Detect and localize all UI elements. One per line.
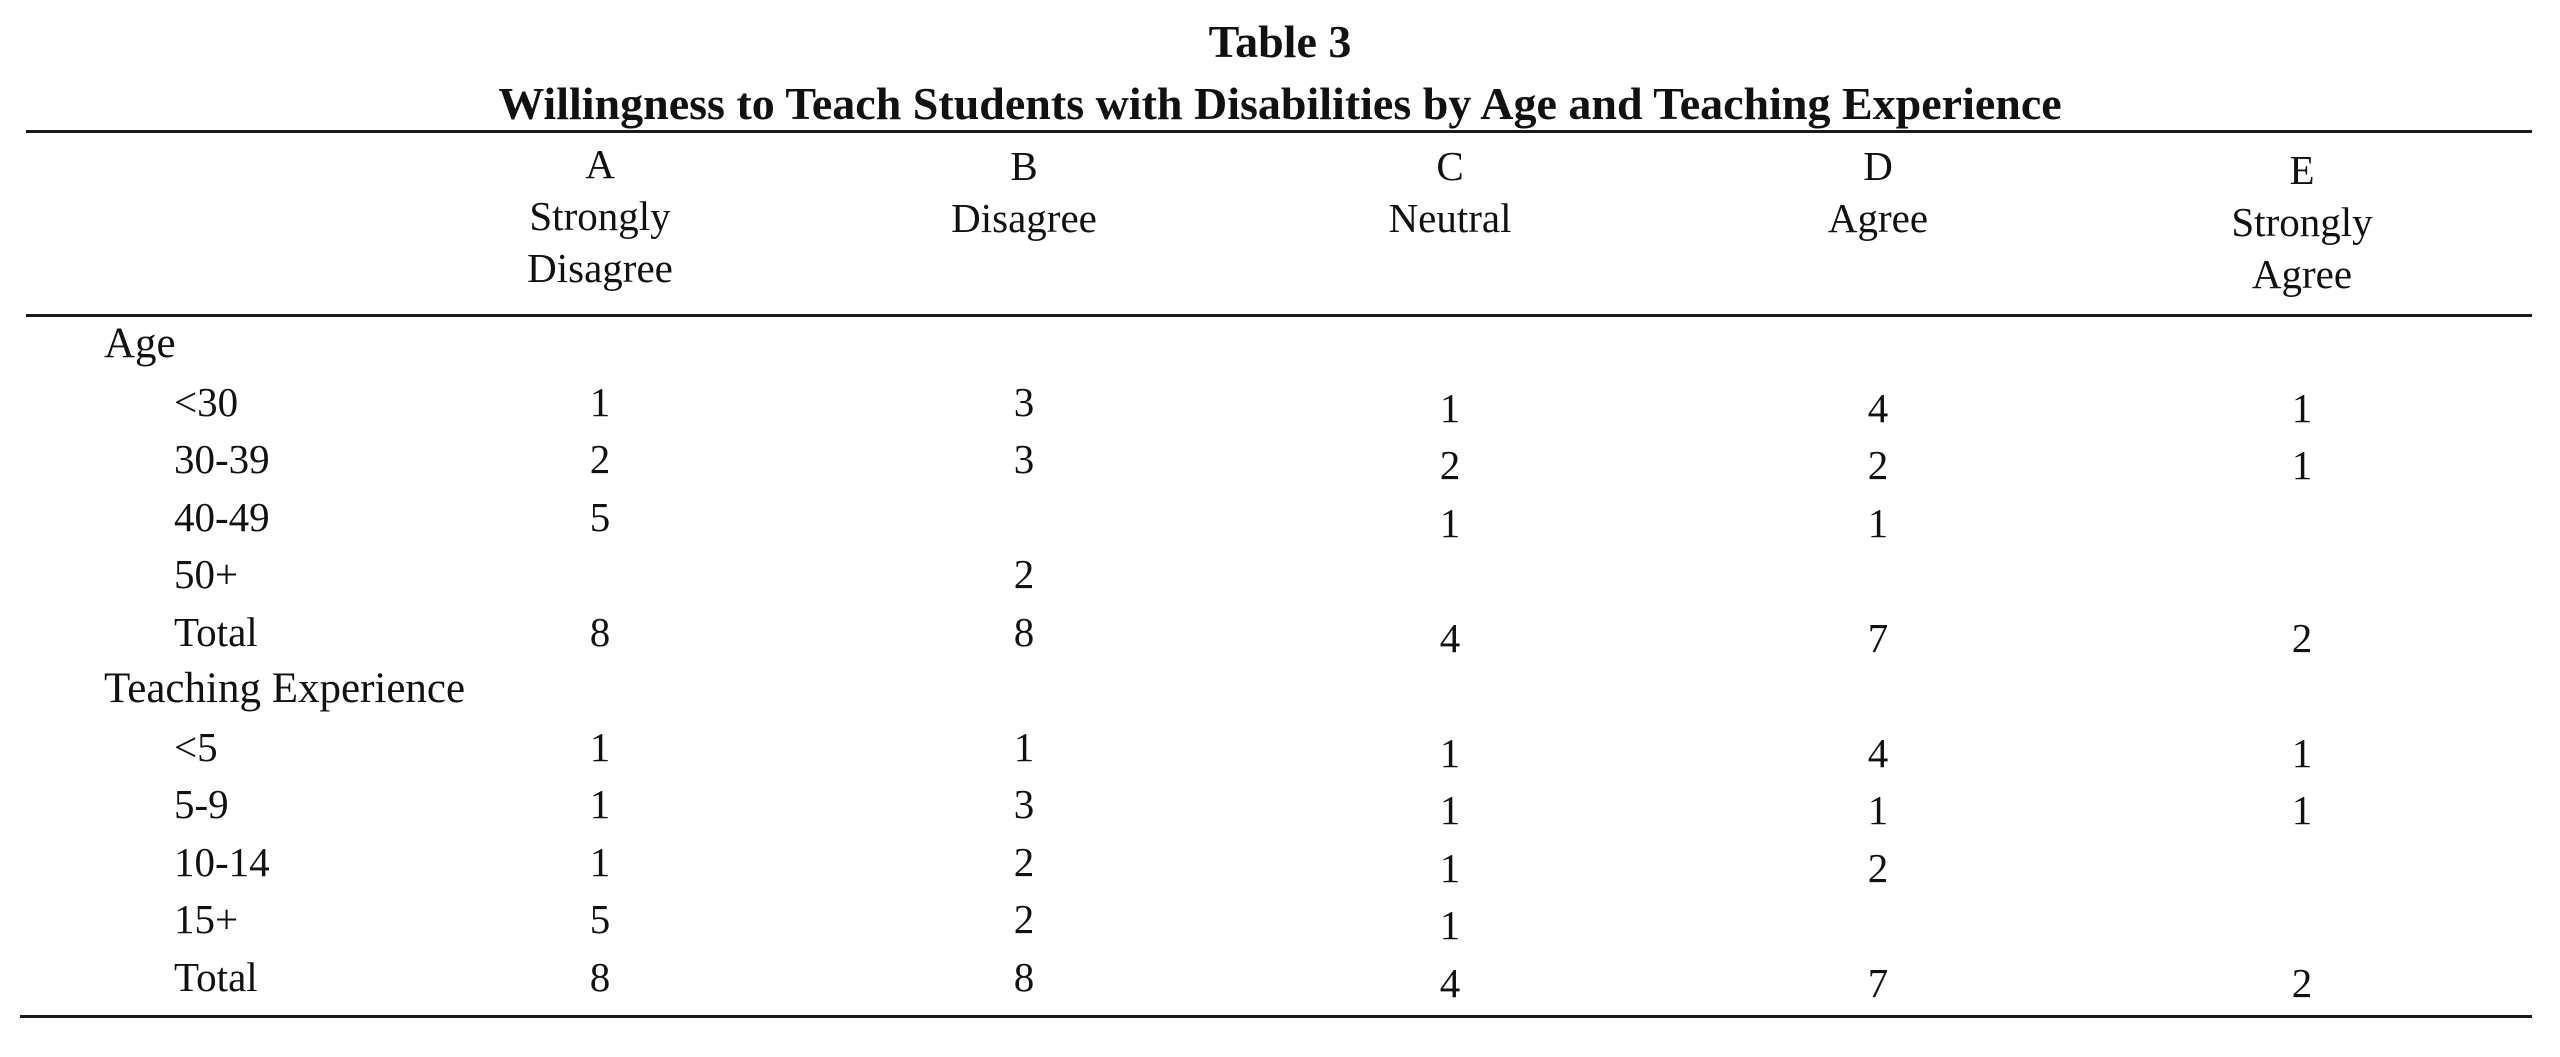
column-label: Neutral xyxy=(1388,195,1512,241)
row-label: 15+ xyxy=(174,896,239,942)
table-cell: 1 xyxy=(1439,729,1461,776)
table-cell: 1 xyxy=(589,723,611,770)
row-label: 50+ xyxy=(174,551,239,597)
table-cell: 2 xyxy=(1013,551,1035,597)
column-label: Strongly Disagree xyxy=(527,193,673,291)
table-cell: 4 xyxy=(1867,729,1889,776)
table-title: Table 3 xyxy=(1208,16,1352,67)
table-cell: 2 xyxy=(1013,896,1035,942)
column-header-a xyxy=(450,138,750,294)
bottom-rule xyxy=(20,1015,2532,1018)
table-cell: 3 xyxy=(1013,436,1035,482)
column-header-d xyxy=(1728,140,2028,244)
column-label: Strongly Agree xyxy=(2231,199,2373,297)
table-cell: 2 xyxy=(2291,959,2313,1006)
table-cell: 8 xyxy=(1013,608,1035,655)
table-cell: 1 xyxy=(1439,499,1461,546)
column-letter: B xyxy=(1010,143,1038,189)
table-cell: 1 xyxy=(1439,844,1461,891)
table-cell: 5 xyxy=(589,896,611,942)
column-label: Disagree xyxy=(951,195,1097,241)
column-label: Agree xyxy=(1827,195,1929,241)
column-header-e xyxy=(2152,144,2452,300)
table-cell: 1 xyxy=(2291,384,2313,431)
table-cell: 1 xyxy=(1439,384,1461,431)
row-label: Total xyxy=(174,608,258,655)
table-cell: 2 xyxy=(1867,844,1889,891)
table-cell: 2 xyxy=(1439,442,1461,488)
row-label: 30-39 xyxy=(174,436,270,482)
table-cell: 1 xyxy=(1013,723,1035,770)
section-heading: Age xyxy=(104,320,176,367)
table-cell: 5 xyxy=(589,493,611,540)
row-label: <30 xyxy=(174,378,239,425)
row-label: Total xyxy=(174,953,258,1000)
table-cell: 1 xyxy=(2291,442,2313,488)
column-letter: D xyxy=(1863,143,1893,189)
table-cell: 2 xyxy=(1867,442,1889,488)
row-label: <5 xyxy=(174,723,218,770)
column-header-c xyxy=(1300,140,1600,244)
row-label: 10-14 xyxy=(174,838,270,885)
table-cell: 1 xyxy=(589,838,611,885)
top-rule xyxy=(26,130,2532,133)
table-cell: 4 xyxy=(1439,959,1461,1006)
table-cell: 7 xyxy=(1867,959,1889,1006)
table-cell: 2 xyxy=(2291,614,2313,661)
column-letter: E xyxy=(2289,147,2315,193)
column-header-b xyxy=(874,140,1174,244)
table-subtitle: Willingness to Teach Students with Disabilities by Age and Teaching Experience xyxy=(498,78,2062,129)
table-cell: 8 xyxy=(589,953,611,1000)
row-label: 40-49 xyxy=(174,493,270,540)
section-heading: Teaching Experience xyxy=(104,665,466,712)
row-label: 5-9 xyxy=(174,781,229,827)
table-cell: 3 xyxy=(1013,781,1035,827)
table-cell: 1 xyxy=(589,378,611,425)
column-letter: A xyxy=(585,141,615,187)
table-cell: 4 xyxy=(1867,384,1889,431)
column-letter: C xyxy=(1436,143,1464,189)
table-cell: 4 xyxy=(1439,614,1461,661)
table-cell: 2 xyxy=(589,436,611,482)
table-cell: 1 xyxy=(1867,787,1889,833)
table-cell: 1 xyxy=(589,781,611,827)
table-cell: 2 xyxy=(1013,838,1035,885)
table-cell: 1 xyxy=(2291,729,2313,776)
table-cell: 7 xyxy=(1867,614,1889,661)
table-cell: 3 xyxy=(1013,378,1035,425)
table-cell: 1 xyxy=(2291,787,2313,833)
table-cell: 8 xyxy=(589,608,611,655)
table-cell: 1 xyxy=(1439,787,1461,833)
table-cell: 1 xyxy=(1867,499,1889,546)
table-cell: 8 xyxy=(1013,953,1035,1000)
table-cell: 1 xyxy=(1439,902,1461,948)
header-rule xyxy=(26,314,2532,317)
